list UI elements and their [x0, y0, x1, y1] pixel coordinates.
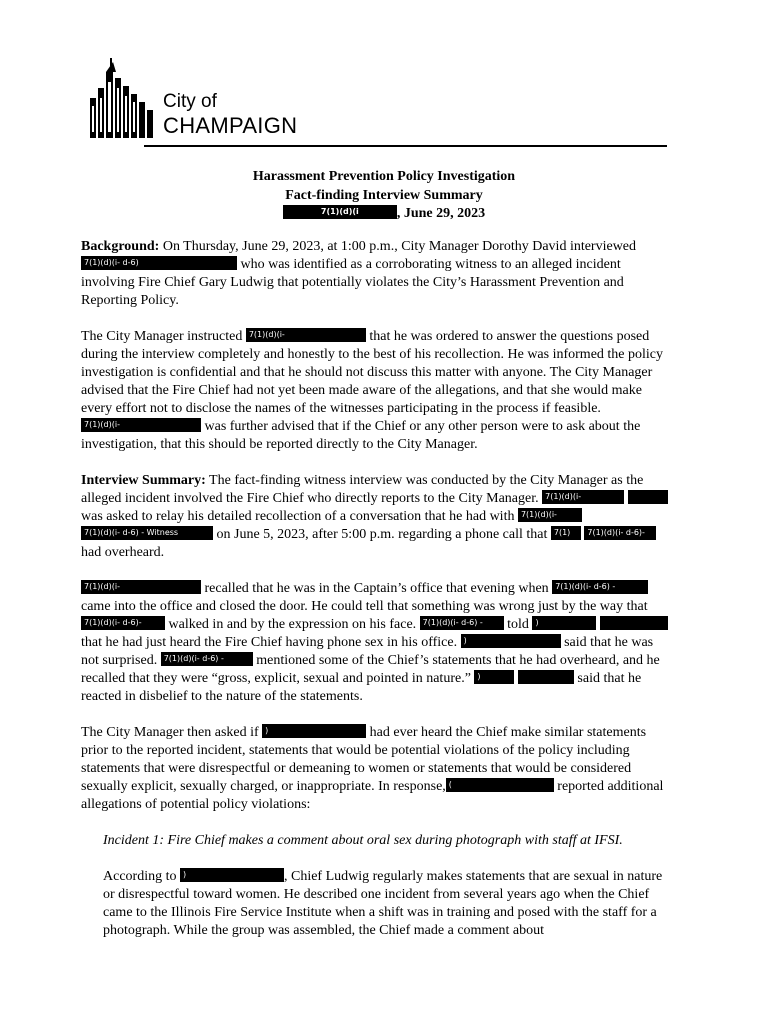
redaction-box: 7(1)(d)(i- d-6) - Witness [81, 526, 213, 540]
redaction-box: ) [461, 634, 561, 648]
interview-summary-paragraph: Interview Summary: The fact-finding witness interview was conducted by the City Manager as the alleged incident involved the Fire Chief who directly reports to the City Manager. 7(1)(d)(i- was asked to relay his detailed recollection of a conversation that he had with 7(1)(d)(i- 7(1)(d)(i- d-6) - Witness on June 5, 2023, after 5:00 p.m. regarding a phone call that 7(1) 7(1)(d)(i- d-6)- had overheard. [81, 472, 671, 562]
asked-paragraph: The City Manager then asked if ) had ever heard the Chief make similar statements prior to the reported incident, statements that would be potential violations of the policy including statements that were disrespectful or demeaning to women or statements that would be considered sexually explicit, sexually charged, or inappropriate. In response, ( reported additional allegations of potential policy violations: [81, 725, 664, 812]
redaction-box [628, 490, 668, 504]
redaction-box: ( [446, 778, 554, 792]
incident-1-paragraph: According to ) , Chief Ludwig regularly makes statements that are sexual in nature or disrespectful toward women. He described one incident from several years ago when the Chief came to the Illinois Fire Service Institute when a shift was in training and posed with the staff for a photograph. While the group was assembled, the Chief made a comment about [103, 869, 663, 938]
redaction-box: 7(1)(d)(i- [542, 490, 624, 504]
redaction-box: 7(1) [551, 526, 581, 540]
city-logo [88, 58, 318, 142]
redaction-box: ) [532, 616, 596, 630]
document-subtitle: Fact-finding Interview Summary [285, 188, 483, 203]
incident-1-heading: Incident 1: Fire Chief makes a comment about oral sex during photograph with staff at IFSI. [103, 833, 623, 848]
redaction-box: 7(1)(d)(i- [81, 418, 201, 432]
redaction-box: ) [262, 724, 366, 738]
recollection-paragraph: 7(1)(d)(i- recalled that he was in the Captain’s office that evening when 7(1)(d)(i- d-6) - came into the office and closed the door. He could tell that something was wrong just by the way that 7(1)(d)(i- d-6)- walked in and by the expression on his face. 7(1)(d)(i- d-6) - told ) that he had just heard the Fire Chief having phone sex in his office. ) said that he was not surprised. 7(1)(d)(i- d-6) - mentioned some of the Chief’s statements that he had overheard, and he recalled that they were “gross, explicit, sexual and pointed in nature.” ) said that he reacted in disbelief to the nature of the statements. [81, 580, 671, 706]
background-paragraph: Background: On Thursday, June 29, 2023, at 1:00 p.m., City Manager Dorothy David interviewed 7(1)(d)(i- d-6) who was identified as a corroborating witness to an alleged incident involving Fire Chief Gary Ludwig that potentially violates the City’s Harassment Prevention and Reporting Policy. [81, 239, 637, 308]
redaction-box: ) [180, 868, 284, 882]
redaction-box: 7(1)(d)(i- d-6)- [81, 616, 165, 630]
header-rule [144, 145, 667, 147]
redaction-box: 7(1)(d)(i- d-6) - [420, 616, 504, 630]
document-title: Harassment Prevention Policy Investigation [252, 169, 516, 184]
interview-date-line [0, 205, 768, 222]
logo-champaign: CHAMPAIGN [163, 113, 298, 138]
redaction-box: 7(1)(d)(i- [81, 580, 201, 594]
interview-summary-label: Interview Summary: [81, 473, 206, 488]
redaction-box: 7(1)(d)(i- [246, 328, 366, 342]
background-label: Background: [81, 239, 160, 254]
redaction-box: ) [474, 670, 514, 684]
city-skyline-icon [88, 58, 160, 138]
redaction-box: 7(1)(d)(i- d-6) - [552, 580, 648, 594]
instruction-paragraph: The City Manager instructed 7(1)(d)(i- that he was ordered to answer the questions posed during the interview completely and honestly to the best of his recollection. He was informed the policy investigation is confidential and that he should not discuss this matter with anyone. The City Manager advised that the Fire Chief had not yet been made aware of the allegations, and that she would make every effort not to disclose the names of the witnesses participating in the process if feasible. 7(1)(d)(i- was further advised that if the Chief or any other person were to ask about the investigation, that this should be reported directly to the City Manager. [81, 329, 664, 452]
redaction-box: 7(1)(d)(i- d-6)- [584, 526, 656, 540]
redaction-box: 7(1)(d)(i- [518, 508, 582, 522]
logo-city-of: City of [163, 91, 217, 112]
redaction-box: 7(1)(d)(i [283, 205, 397, 219]
interview-date: , June 29, 2023 [396, 206, 486, 221]
redaction-box: 7(1)(d)(i- d-6) [81, 256, 237, 270]
document-body [81, 238, 671, 958]
redaction-box: 7(1)(d)(i- d-6) - [161, 652, 253, 666]
redaction-box [600, 616, 668, 630]
redaction-box [518, 670, 574, 684]
